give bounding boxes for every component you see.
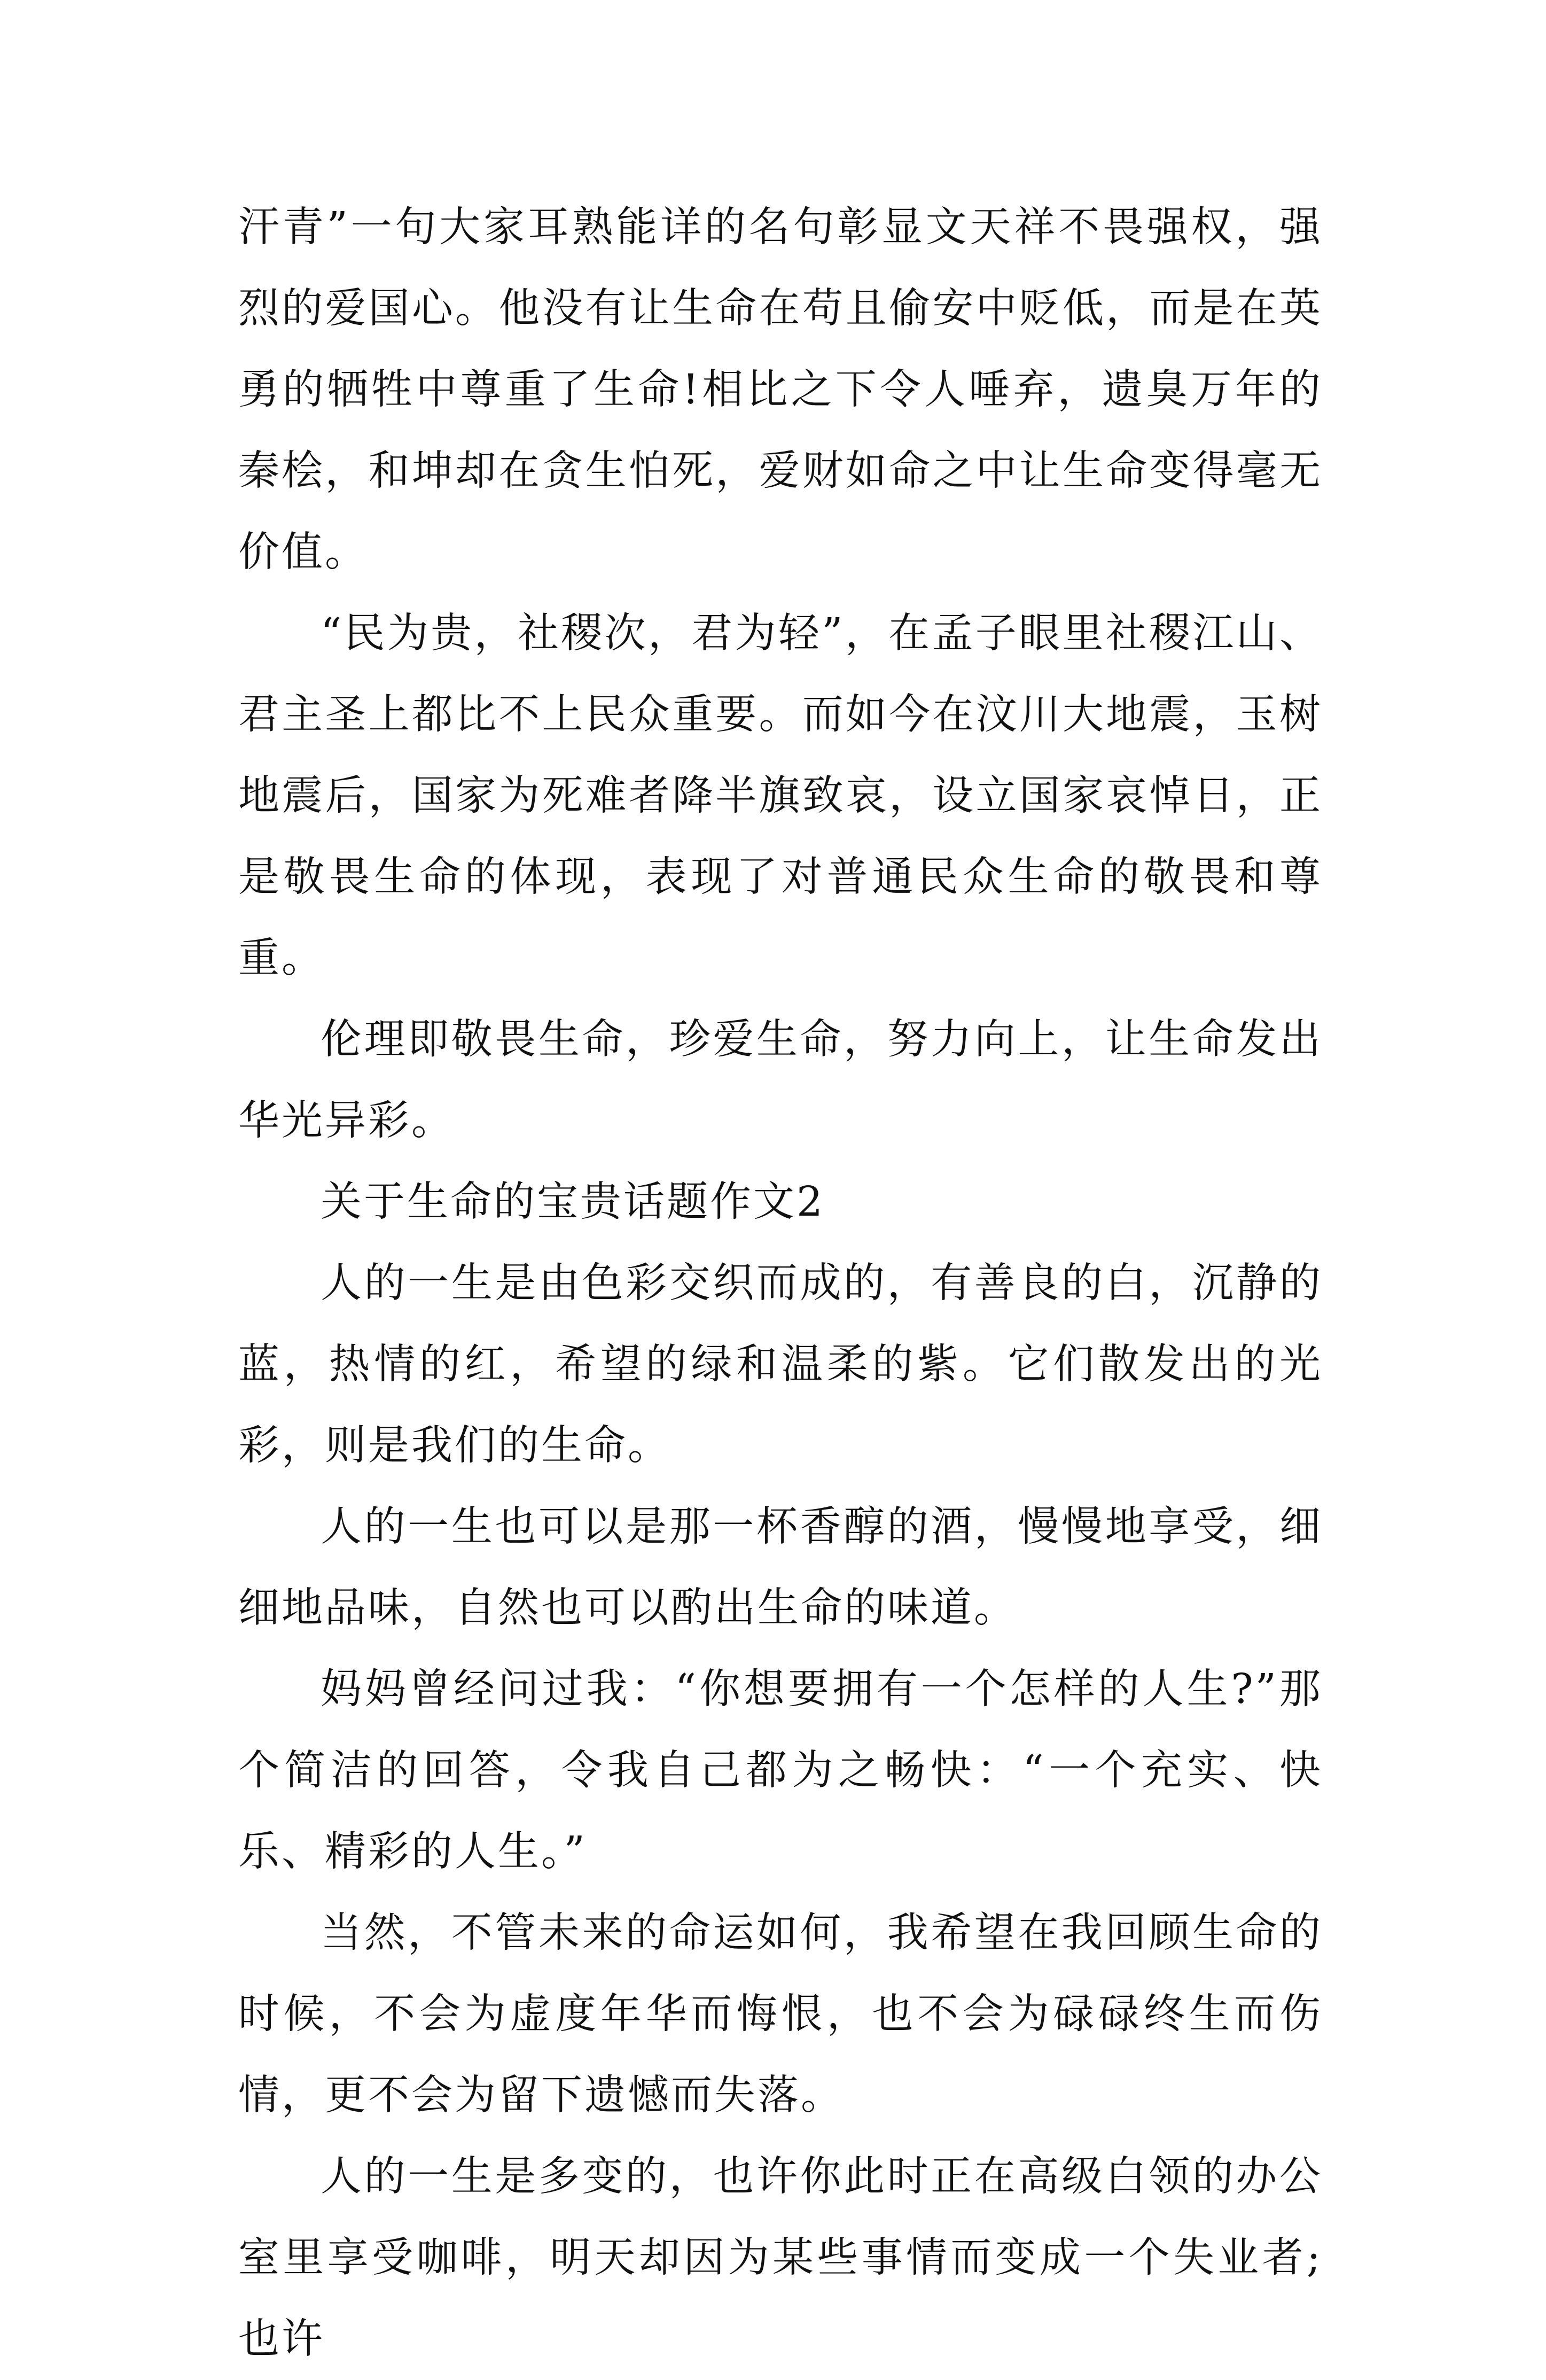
document-body (238, 187, 1323, 2380)
paragraph: 人的一生是由色彩交织而成的，有善良的白，沉静的蓝，热情的红，希望的绿和温柔的紫。它们散发出的光彩，则是我们的生命。 (238, 1259, 1323, 1469)
paragraph: 人的一生是多变的，也许你此时正在高级白领的办公室里享受咖啡，明天却因为某些事情而变成一个失业者;也许 (238, 2153, 1323, 2363)
paragraph: 人的一生也可以是那一杯香醇的酒，慢慢地享受，细细地品味，自然也可以酌出生命的味道。 (238, 1503, 1323, 1632)
paragraph: “民为贵，社稷次，君为轻”，在孟子眼里社稷江山、君主圣上都比不上民众重要。而如今在汶川大地震，玉树地震后，国家为死难者降半旗致哀，设立国家哀悼日，正是敬畏生命的体现，表现了对普通民众生命的敬畏和尊重。 (238, 610, 1323, 982)
paragraph: 伦理即敬畏生命，珍爱生命，努力向上，让生命发出华光异彩。 (238, 1016, 1323, 1145)
section-title: 关于生命的宝贵话题作文2 (321, 1178, 825, 1226)
paragraph: 汗青”一句大家耳熟能详的名句彰显文天祥不畏强权，强烈的爱国心。他没有让生命在苟且偷安中贬低，而是在英勇的牺牲中尊重了生命!相比之下令人唾弃，遗臭万年的秦桧，和坤却在贪生怕死，爱财如命之中让生命变得毫无价值。 (238, 204, 1323, 576)
paragraph: 当然，不管未来的命运如何，我希望在我回顾生命的时候，不会为虚度年华而悔恨，也不会为碌碌终生而伤情，更不会为留下遗憾而失落。 (238, 1909, 1323, 2119)
paragraph: 妈妈曾经问过我：“你想要拥有一个怎样的人生?”那个简洁的回答，令我自己都为之畅快：“一个充实、快乐、精彩的人生。” (238, 1666, 1323, 1876)
